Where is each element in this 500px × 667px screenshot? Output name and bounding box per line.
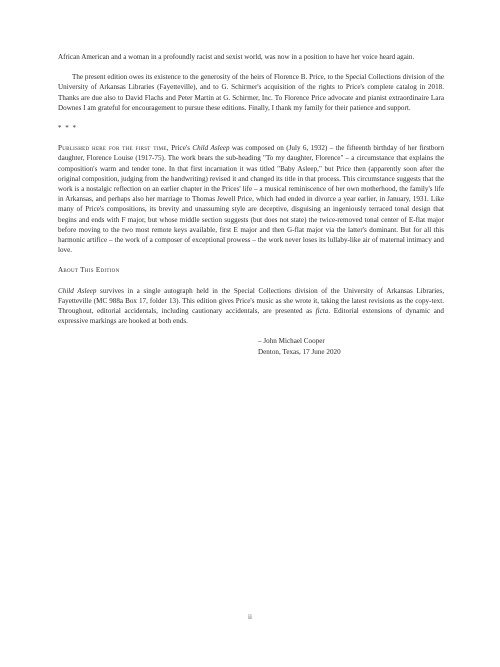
paragraph-composition-history (58, 143, 444, 255)
text-fragment: was composed on (July 6, 1932) – the fifteenth birthday of her firstborn daughter, Florence Louise (1917-75). The work bears the sub-heading "To my daughter, Florence" – a circumstance that explains the composition's warm and tender tone. In that first incarnation it was titled "Baby Asleep," but Price then (apparently soon after the original composition, judging from the handwriting) revised it and changed its title in that process. This circumstance suggests that the work is a nostalgic reflection on an earlier chapter in the Prices' life – a musical reminiscence of her own motherhood, the family's life in Arkansas, and perhaps also her marriage to Thomas Jewell Price, which had ended in divorce a year earlier, in January, 1931. Like many of Price's compositions, its brevity and unassuming style are deceptive, disguising an ingeniously terraced tonal design that begins and ends with F major, but whose middle section suggests (but does not state) the twice-removed tonal center of E-flat major before moving to the two most remote keys available, first E major and then G-flat major via the latter's dominant. But for all this harmonic artifice – the work of a composer of exceptional prowess – the work never loses its lullaby-like air of maternal intimacy and love. (58, 144, 445, 255)
ficta-term: ficta (315, 307, 329, 316)
page-body (58, 52, 444, 357)
spacer (58, 62, 444, 72)
spacer (58, 276, 444, 286)
work-title: Child Asleep (58, 286, 97, 295)
signature-block (258, 336, 444, 356)
work-title: Child Asleep (192, 144, 230, 153)
section-break: * * * (58, 124, 77, 133)
text-fragment: Price's (168, 144, 193, 153)
spacer (58, 133, 444, 143)
section-heading: About This Edition (58, 266, 120, 275)
paragraph-acknowledgements: The present edition owes its existence to the generosity of the heirs of Florence B. Price, to the Special Collections division of the University of Arkansas Libraries (Fayetteville), and to G. Schirmer's acquisition of the rights to Price's complete catalog in 2018. Thanks are due also to David Flachs and Peter Martin at G. Schirmer, Inc. To Florence Price advocate and pianist extraordinaire Lara Downes I am grateful for encouragement to pursue these editions. Finally, I thank my family for their patience and support. (58, 73, 444, 112)
text-fragment: survives in a single autograph held in the Special Collections division of the University of Arkansas Libraries, Fayetteville (MC 988a Box 17, folder 13). This edition gives Price's music as she wrote it, taking the latest revisions as the copy-text. Throughout, editorial accidentals, including cautionary accidentals, are presented as (58, 286, 444, 316)
page-number: ii (248, 613, 252, 621)
paragraph-edition-notes (58, 286, 444, 327)
text-fragment: . Editorial extensions of dynamic and expressive markings are hooked at both ends. (58, 307, 444, 326)
paragraph-continuation: African American and a woman in a profoundly racist and sexist world, was now in a position to have her voice heard again. (58, 53, 415, 61)
lead-in-text: Published here for the first time, (58, 144, 169, 153)
signature-place-date: Denton, Texas, 17 June 2020 (258, 347, 341, 356)
signature-name: – John Michael Cooper (258, 337, 325, 346)
